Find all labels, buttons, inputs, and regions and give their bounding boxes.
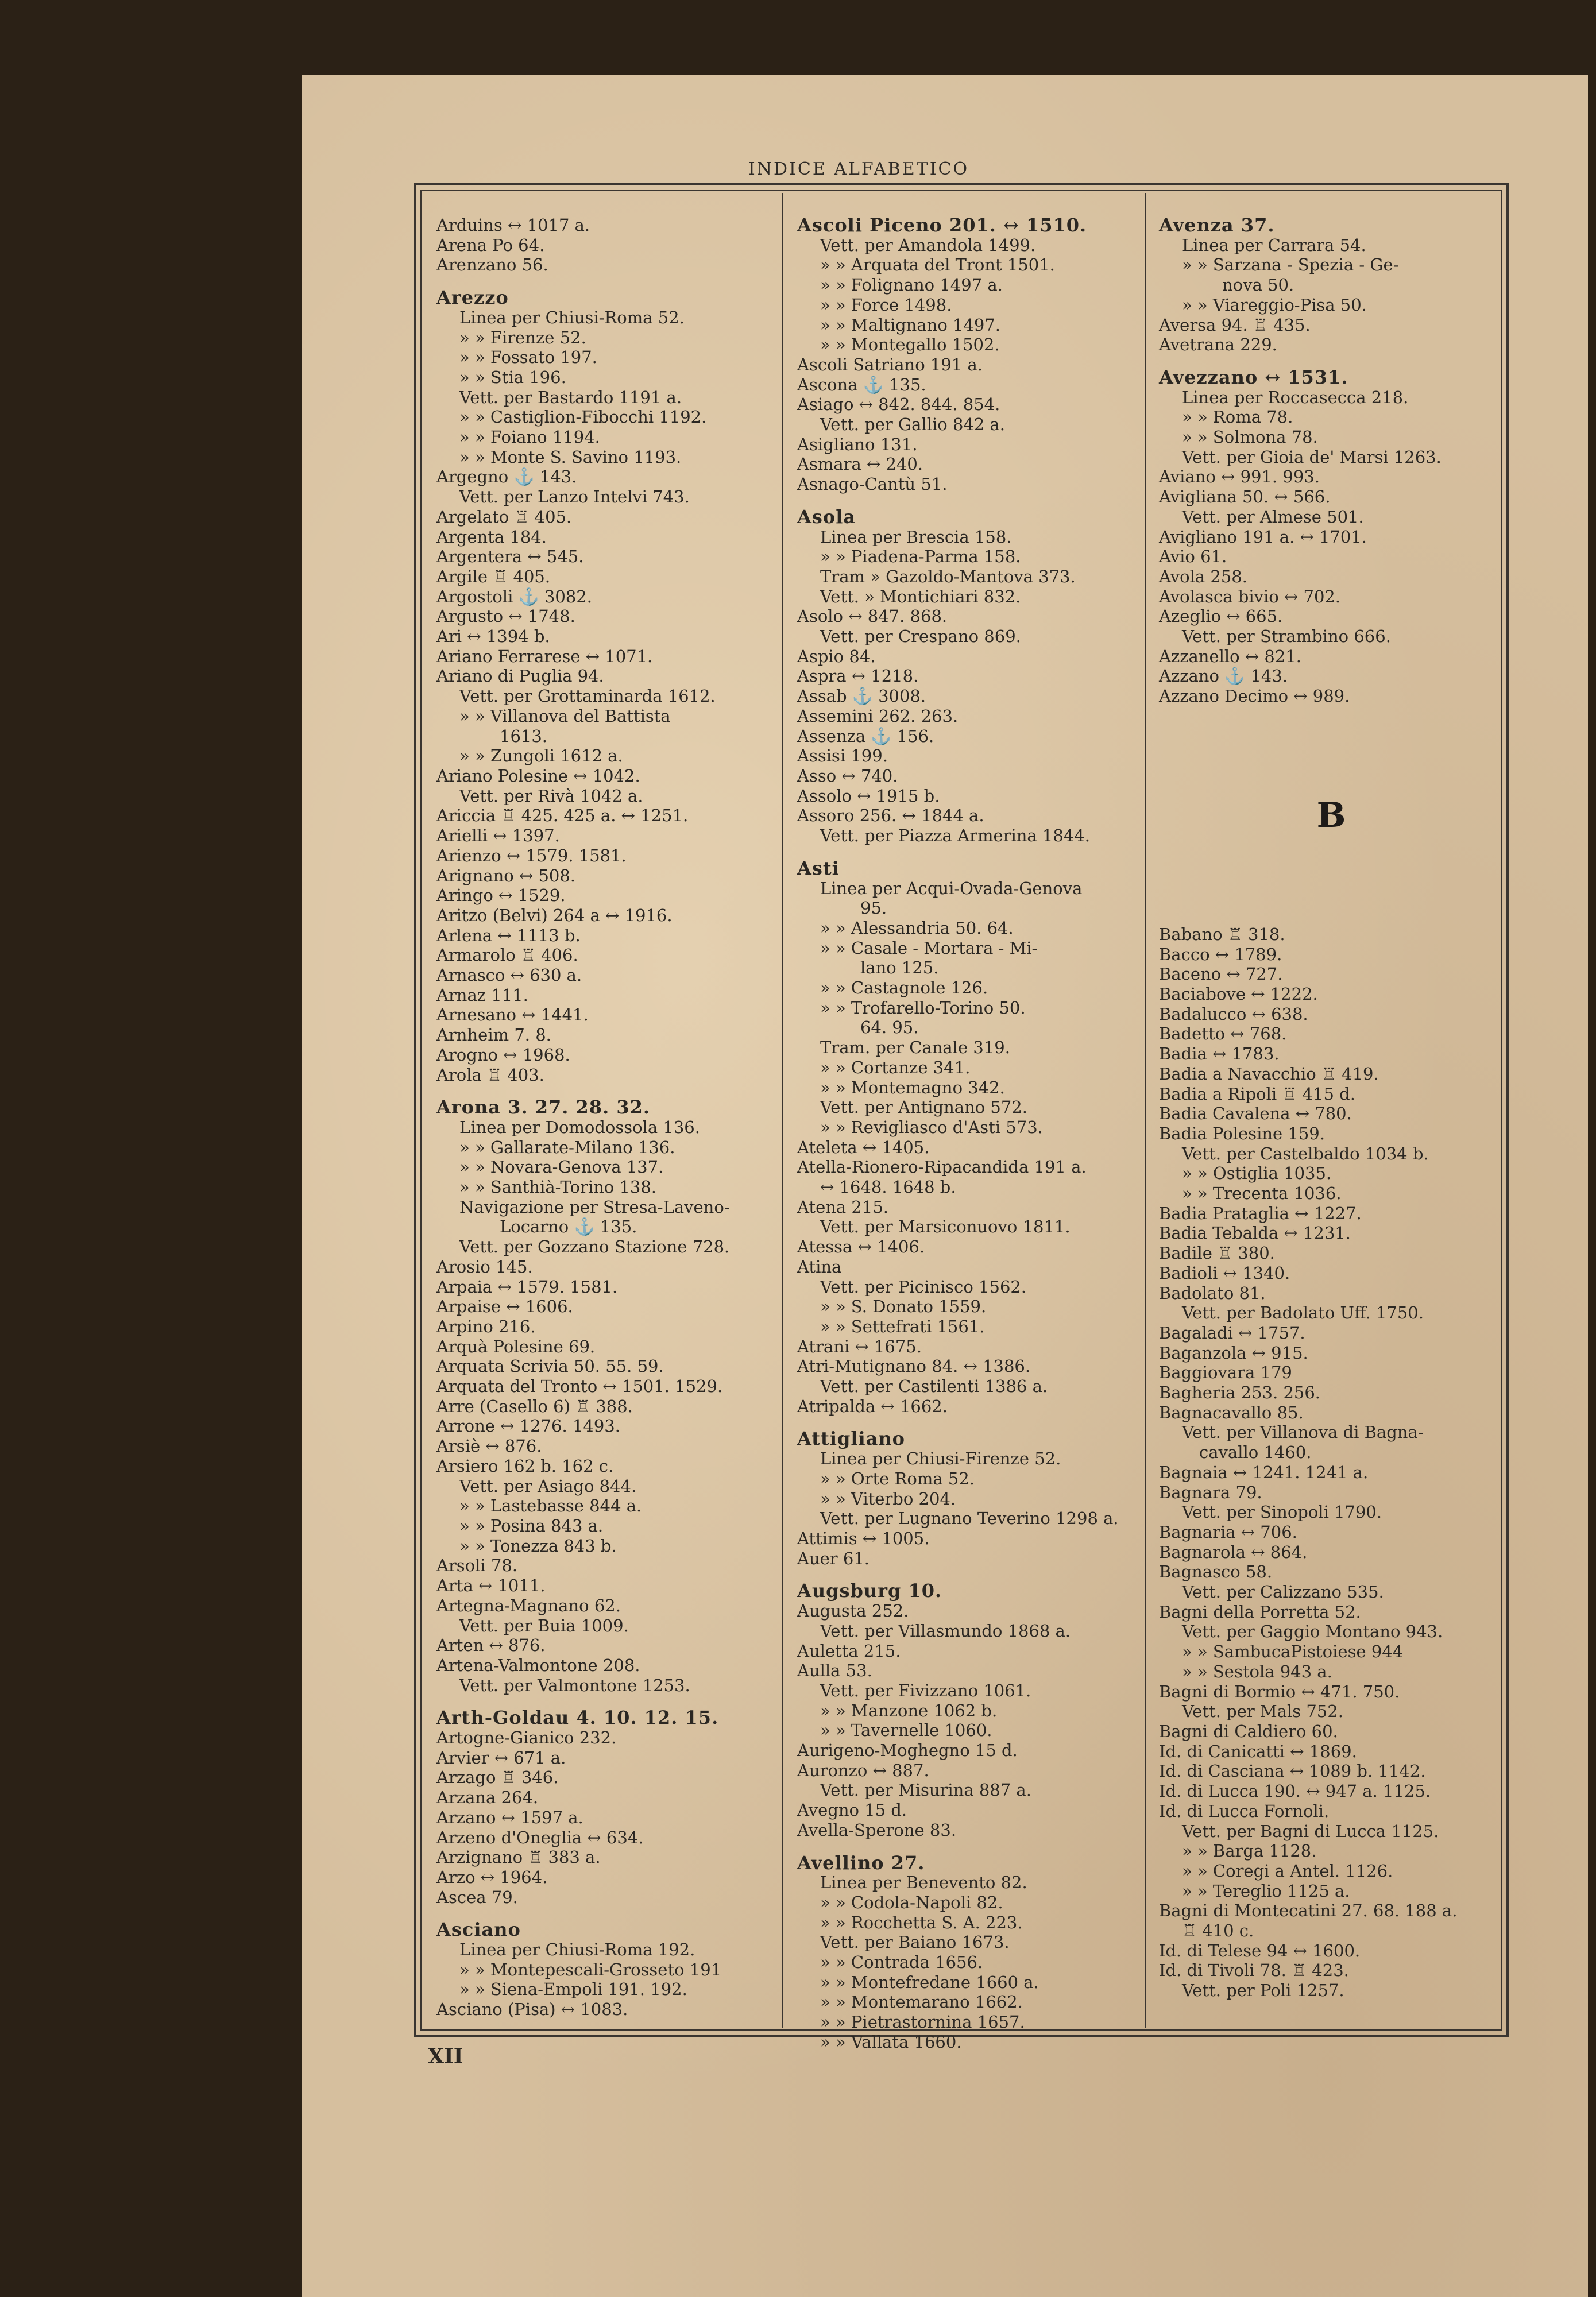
index-entry: Bagaladi ↔ 1757. [1159, 1322, 1305, 1343]
index-entry: » » Tereglio 1125 a. [1182, 1881, 1350, 1901]
index-entry: Aulla 53. [797, 1661, 872, 1681]
index-heading: Asola [797, 505, 856, 528]
index-entry: Arzeno d'Oneglia ↔ 634. [436, 1827, 644, 1847]
index-entry: Id. di Lucca 190. ↔ 947 a. 1125. [1159, 1781, 1431, 1801]
column-rule [782, 193, 783, 2028]
index-entry: » » Montemagno 342. [820, 1077, 1005, 1097]
index-entry: Arten ↔ 876. [436, 1635, 546, 1656]
index-entry: Vett. per Castilenti 1386 a. [820, 1376, 1048, 1397]
index-entry: » » Sestola 943 a. [1182, 1661, 1332, 1681]
index-entry: Arola ♖ 403. [436, 1065, 544, 1085]
index-entry: Vett. per Lanzo Intelvi 743. [459, 487, 690, 507]
index-entry: » » Tonezza 843 b. [459, 1536, 617, 1556]
index-entry: Asso ↔ 740. [797, 765, 898, 786]
index-entry: Arsoli 78. [436, 1556, 518, 1576]
index-entry: cavallo 1460. [1199, 1443, 1312, 1463]
index-entry: Avolasca bivio ↔ 702. [1159, 586, 1341, 606]
index-heading: Avezzano ↔ 1531. [1159, 366, 1348, 388]
index-entry: Vett. per Badolato Uff. 1750. [1182, 1303, 1424, 1323]
index-entry: Bagni di Caldiero 60. [1159, 1722, 1338, 1741]
index-entry: » » Vallata 1660. [820, 2032, 962, 2052]
index-entry: ♖ 410 c. [1182, 1921, 1254, 1941]
index-entry: Ascoli Satriano 191 a. [797, 354, 983, 374]
index-entry: Arogno ↔ 1968. [436, 1045, 570, 1065]
index-column-1 [436, 215, 778, 2020]
index-entry: Arena Po 64. [436, 235, 545, 255]
index-entry: Vett. per Strambino 666. [1182, 627, 1391, 647]
index-entry: » » Zungoli 1612 a. [459, 746, 623, 766]
index-entry: Baganzola ↔ 915. [1159, 1343, 1308, 1363]
index-entry: Baciabove ↔ 1222. [1159, 984, 1318, 1004]
index-entry: » » Montepescali-Grosseto 191 [459, 1959, 722, 1979]
index-entry: Badile ♖ 380. [1159, 1243, 1275, 1263]
index-entry: » » Gallarate-Milano 136. [459, 1137, 675, 1157]
index-entry: » » Viterbo 204. [820, 1488, 956, 1509]
index-entry: » » SambucaPistoiese 944 [1182, 1642, 1404, 1662]
index-entry: Navigazione per Stresa-Laveno- [459, 1197, 730, 1217]
index-entry: Ateleta ↔ 1405. [797, 1137, 930, 1157]
index-entry: Linea per Acqui-Ovada-Genova [820, 878, 1083, 898]
index-entry: Arre (Casello 6) ♖ 388. [436, 1396, 633, 1416]
index-heading: Arezzo [436, 287, 509, 309]
index-entry: Badioli ↔ 1340. [1159, 1263, 1290, 1283]
index-entry: Badia ↔ 1783. [1159, 1044, 1280, 1064]
index-entry: lano 125. [860, 958, 939, 978]
index-entry: Bagnacavallo 85. [1159, 1402, 1304, 1422]
index-entry: » » Barga 1128. [1182, 1841, 1317, 1861]
index-entry: Assolo ↔ 1915 b. [797, 786, 940, 806]
header-title: INDICE ALFABETICO [748, 158, 969, 179]
index-entry: Vett. per Baiano 1673. [820, 1932, 1010, 1952]
index-entry: Bagheria 253. 256. [1159, 1383, 1321, 1403]
index-entry: Argusto ↔ 1748. [436, 606, 575, 627]
index-entry: Assisi 199. [797, 746, 888, 766]
index-entry: Bagnasco 58. [1159, 1562, 1273, 1582]
index-entry: Arnheim 7. 8. [436, 1025, 551, 1045]
index-heading: Arona 3. 27. 28. 32. [436, 1096, 651, 1119]
index-entry: Bagnara 79. [1159, 1482, 1262, 1502]
index-entry: » » Piadena-Parma 158. [820, 547, 1021, 567]
index-heading: Ascoli Piceno 201. ↔ 1510. [797, 214, 1087, 236]
index-entry: Arenzano 56. [436, 255, 548, 275]
index-column-3 [1159, 215, 1504, 2001]
index-entry: Augusta 252. [797, 1601, 909, 1621]
index-entry: Vett. per Antignano 572. [820, 1097, 1027, 1117]
index-entry: Argostoli ⚓ 3082. [436, 586, 592, 606]
index-entry: Id. di Casciana ↔ 1089 b. 1142. [1159, 1761, 1426, 1781]
index-entry: Aringo ↔ 1529. [436, 885, 566, 906]
index-entry: Arzano ↔ 1597 a. [436, 1807, 583, 1827]
index-entry: Arta ↔ 1011. [436, 1576, 546, 1596]
index-entry: Vett. » Montichiari 832. [820, 586, 1021, 606]
index-entry: Auronzo ↔ 887. [797, 1760, 929, 1780]
column-rule [1145, 193, 1146, 2028]
index-entry: Ascea 79. [436, 1887, 518, 1907]
index-entry: Vett. per Bagni di Lucca 1125. [1182, 1821, 1439, 1841]
index-entry: Arsiè ↔ 876. [436, 1436, 542, 1456]
index-entry: Avella-Sperone 83. [797, 1820, 957, 1840]
index-entry: Baceno ↔ 727. [1159, 964, 1283, 984]
index-entry: Atina [797, 1256, 842, 1277]
index-entry: Linea per Benevento 82. [820, 1873, 1027, 1893]
index-heading: Augsburg 10. [797, 1580, 942, 1602]
index-entry: » » Fossato 197. [459, 347, 597, 368]
index-entry: Badia Polesine 159. [1159, 1123, 1325, 1143]
index-heading: Avellino 27. [797, 1851, 925, 1874]
index-entry: Atena 215. [797, 1197, 889, 1217]
index-heading: Avenza 37. [1159, 214, 1275, 236]
index-entry: » » Montefredane 1660 a. [820, 1972, 1039, 1992]
index-entry: Vett. per Gioia de' Marsi 1263. [1182, 447, 1442, 467]
index-entry: Vett. per Asiago 844. [459, 1476, 637, 1496]
index-entry: Azzanello ↔ 821. [1159, 646, 1301, 666]
index-column-2 [797, 215, 1142, 2052]
index-entry: Assemini 262. 263. [797, 706, 959, 726]
index-entry: Arpaise ↔ 1606. [436, 1297, 573, 1317]
index-entry: » » Orte Roma 52. [820, 1468, 975, 1488]
index-entry: Baggiovara 179 [1159, 1363, 1292, 1383]
index-entry: Vett. per Misurina 887 a. [820, 1780, 1031, 1800]
index-entry: Arvier ↔ 671 a. [436, 1747, 566, 1768]
index-entry: Avio 61. [1159, 547, 1227, 567]
index-entry: » » Manzone 1062 b. [820, 1700, 998, 1720]
index-entry: Arnasco ↔ 630 a. [436, 965, 582, 985]
index-entry: Avola 258. [1159, 566, 1247, 586]
index-entry: Arquata Scrivia 50. 55. 59. [436, 1356, 664, 1376]
page-number: XII [428, 2044, 463, 2068]
index-entry: Armarolo ♖ 406. [436, 945, 578, 965]
index-entry: » » Trecenta 1036. [1182, 1184, 1342, 1204]
index-entry: » » Monte S. Savino 1193. [459, 447, 682, 467]
index-entry: » » Roma 78. [1182, 407, 1293, 427]
index-entry: Artegna-Magnano 62. [436, 1595, 621, 1615]
index-entry: » » Contrada 1656. [820, 1952, 983, 1973]
index-entry: Arzana 264. [436, 1788, 539, 1808]
index-entry: » » Coregi a Antel. 1126. [1182, 1861, 1393, 1881]
index-entry: Badia Prataglia ↔ 1227. [1159, 1203, 1362, 1223]
index-entry: Arquata del Tronto ↔ 1501. 1529. [436, 1376, 723, 1397]
index-entry: Auer 61. [797, 1548, 870, 1568]
index-entry: Arlena ↔ 1113 b. [436, 925, 581, 945]
index-entry: Vett. per Amandola 1499. [820, 235, 1036, 255]
index-entry: Asnago-Cantù 51. [797, 474, 948, 494]
index-entry: Vett. per Rivà 1042 a. [459, 786, 643, 806]
index-entry: Badia a Ripoli ♖ 415 d. [1159, 1084, 1355, 1104]
index-heading: Asti [797, 857, 840, 879]
index-entry: Ariano Ferrarese ↔ 1071. [436, 646, 653, 666]
index-entry: » » Castiglion-Fibocchi 1192. [459, 407, 707, 427]
index-entry: Badetto ↔ 768. [1159, 1024, 1287, 1044]
index-entry: » » Foiano 1194. [459, 427, 600, 447]
index-entry: Vett. per Castelbaldo 1034 b. [1182, 1143, 1429, 1163]
index-entry: Arienzo ↔ 1579. 1581. [436, 845, 627, 865]
index-entry: » » Sarzana - Spezia - Ge- [1182, 255, 1399, 275]
index-entry: Assenza ⚓ 156. [797, 726, 934, 746]
index-entry: Assab ⚓ 3008. [797, 686, 926, 706]
index-entry: Id. di Canicatti ↔ 1869. [1159, 1741, 1357, 1761]
index-entry: Aversa 94. ♖ 435. [1159, 315, 1311, 335]
index-entry: Atripalda ↔ 1662. [797, 1396, 948, 1416]
index-entry: Argelato ♖ 405. [436, 506, 572, 527]
index-entry: Auletta 215. [797, 1641, 901, 1661]
index-entry: Atessa ↔ 1406. [797, 1237, 925, 1257]
index-entry: Aspio 84. [797, 646, 876, 666]
index-entry: Aritzo (Belvi) 264 a ↔ 1916. [436, 905, 673, 925]
index-entry: Vett. per Villasmundo 1868 a. [820, 1621, 1071, 1641]
index-heading: Asciano [436, 1919, 521, 1941]
index-entry: Arzo ↔ 1964. [436, 1867, 548, 1887]
index-entry: Badia Cavalena ↔ 780. [1159, 1104, 1352, 1124]
index-entry: Arpino 216. [436, 1316, 536, 1336]
index-entry: » » Montegallo 1502. [820, 335, 1000, 355]
index-entry: Aspra ↔ 1218. [797, 666, 919, 686]
index-entry: Asigliano 131. [797, 434, 918, 454]
index-entry: Bagnaia ↔ 1241. 1241 a. [1159, 1462, 1369, 1482]
index-entry: Vett. per Gaggio Montano 943. [1182, 1622, 1443, 1642]
index-entry: Linea per Brescia 158. [820, 527, 1012, 547]
index-entry: Bacco ↔ 1789. [1159, 944, 1282, 964]
index-entry: » » Castagnole 126. [820, 978, 988, 998]
index-entry: » » Villanova del Battista [459, 706, 671, 726]
index-entry: » » Tavernelle 1060. [820, 1720, 992, 1741]
index-entry: » » Rocchetta S. A. 223. [820, 1912, 1023, 1932]
index-entry: Vett. per Gallio 842 a. [820, 415, 1006, 435]
index-heading: Arth-Goldau 4. 10. 12. 15. [436, 1707, 719, 1729]
index-entry: Arosio 145. [436, 1256, 533, 1277]
index-entry: » » Casale - Mortara - Mi- [820, 938, 1038, 958]
index-entry: Ari ↔ 1394 b. [436, 627, 550, 647]
index-entry: Vett. per Villanova di Bagna- [1182, 1422, 1424, 1443]
index-entry: Ariccia ♖ 425. 425 a. ↔ 1251. [436, 806, 689, 826]
index-entry: » » Montemarano 1662. [820, 1992, 1023, 2012]
index-entry: Aviano ↔ 991. 993. [1159, 467, 1320, 487]
index-entry: » » Novara-Genova 137. [459, 1157, 664, 1177]
index-entry: Argentera ↔ 545. [436, 547, 584, 567]
section-letter: B [1316, 795, 1346, 836]
index-entry: Avigliana 50. ↔ 566. [1159, 487, 1331, 507]
index-entry: Aurigeno-Moghegno 15 d. [797, 1741, 1018, 1761]
index-entry: » » Posina 843 a. [459, 1516, 604, 1536]
index-entry: Azeglio ↔ 665. [1159, 606, 1283, 627]
index-entry: Vett. per Picinisco 1562. [820, 1277, 1027, 1297]
index-entry: » » Trofarello-Torino 50. [820, 997, 1026, 1018]
index-entry: 64. 95. [860, 1018, 919, 1038]
index-entry: Attimis ↔ 1005. [797, 1529, 930, 1548]
index-entry: Argegno ⚓ 143. [436, 467, 577, 487]
index-entry: Vett. per Buia 1009. [459, 1615, 629, 1635]
index-entry: Linea per Chiusi-Roma 52. [459, 307, 685, 327]
index-entry: Arignano ↔ 508. [436, 865, 576, 885]
index-entry: Linea per Domodossola 136. [459, 1117, 700, 1137]
index-entry: » » Settefrati 1561. [820, 1316, 985, 1336]
index-entry: Arduins ↔ 1017 a. [436, 215, 590, 235]
index-entry: » » Ostiglia 1035. [1182, 1163, 1332, 1184]
index-entry: Vett. per Sinopoli 1790. [1182, 1502, 1382, 1522]
index-entry: nova 50. [1222, 275, 1294, 295]
index-entry: Vett. per Lugnano Teverino 1298 a. [820, 1509, 1119, 1529]
index-entry: Artogne-Gianico 232. [436, 1728, 617, 1748]
index-entry: Badolato 81. [1159, 1283, 1266, 1303]
index-entry: » » Santhià-Torino 138. [459, 1177, 657, 1197]
index-entry: Linea per Chiusi-Roma 192. [459, 1940, 695, 1960]
index-entry: Argile ♖ 405. [436, 566, 551, 586]
index-entry: Bagnarola ↔ 864. [1159, 1542, 1308, 1562]
index-entry: Arquà Polesine 69. [436, 1336, 596, 1356]
index-entry: Id. di Lucca Fornoli. [1159, 1801, 1330, 1821]
index-entry: » » Stia 196. [459, 367, 566, 387]
index-entry: Azzano ⚓ 143. [1159, 666, 1288, 686]
index-entry: 1613. [500, 726, 548, 746]
index-entry: » » Arquata del Tront 1501. [820, 255, 1055, 275]
index-entry: Linea per Chiusi-Firenze 52. [820, 1449, 1061, 1469]
index-entry: Artena-Valmontone 208. [436, 1655, 640, 1675]
index-entry: Linea per Roccasecca 218. [1182, 387, 1409, 407]
index-entry: Arzignano ♖ 383 a. [436, 1847, 601, 1867]
index-entry: Badia Tebalda ↔ 1231. [1159, 1223, 1351, 1243]
index-entry: Arnaz 111. [436, 985, 528, 1005]
index-entry: Arielli ↔ 1397. [436, 826, 560, 846]
index-entry: Assoro 256. ↔ 1844 a. [797, 806, 984, 826]
index-entry: 95. [860, 898, 887, 918]
index-entry: » » Lastebasse 844 a. [459, 1496, 642, 1516]
index-entry: Atri-Mutignano 84. ↔ 1386. [797, 1356, 1031, 1376]
index-entry: » » Alessandria 50. 64. [820, 918, 1014, 938]
index-entry: » » Revigliasco d'Asti 573. [820, 1117, 1043, 1137]
index-entry: Arnesano ↔ 1441. [436, 1005, 589, 1025]
index-entry: Badalucco ↔ 638. [1159, 1004, 1308, 1024]
index-entry: Babano ♖ 318. [1159, 924, 1285, 944]
index-entry: Vett. per Bastardo 1191 a. [459, 387, 682, 407]
index-entry: » » Siena-Empoli 191. 192. [459, 1979, 687, 2000]
index-entry: Asolo ↔ 847. 868. [797, 606, 948, 627]
index-entry: Vett. per Calizzano 535. [1182, 1582, 1384, 1602]
index-entry: Bagni della Porretta 52. [1159, 1602, 1361, 1622]
index-entry: Bagni di Bormio ↔ 471. 750. [1159, 1681, 1400, 1702]
index-entry: Arsiero 162 b. 162 c. [436, 1456, 614, 1476]
index-entry: Linea per Carrara 54. [1182, 235, 1366, 255]
index-entry: Tram » Gazoldo-Mantova 373. [820, 566, 1076, 586]
index-entry: Azzano Decimo ↔ 989. [1159, 686, 1350, 706]
index-entry: Ascona ⚓ 135. [797, 374, 926, 395]
index-entry: Vett. per Marsiconuovo 1811. [820, 1217, 1071, 1237]
index-entry: » » S. Donato 1559. [820, 1297, 987, 1317]
index-entry: » » Force 1498. [820, 295, 952, 315]
index-entry: » » Maltignano 1497. [820, 315, 1001, 335]
index-entry: Asciano (Pisa) ↔ 1083. [436, 2000, 628, 2020]
index-entry: Vett. per Fivizzano 1061. [820, 1680, 1031, 1700]
index-entry: » » Codola-Napoli 82. [820, 1892, 1003, 1912]
index-entry: Avetrana 229. [1159, 335, 1277, 355]
index-entry: Badia a Navacchio ♖ 419. [1159, 1064, 1379, 1084]
index-heading: Attigliano [797, 1428, 906, 1450]
index-entry: Ariano Polesine ↔ 1042. [436, 765, 640, 786]
index-entry: Atella-Rionero-Ripacandida 191 a. [797, 1157, 1087, 1177]
index-entry: Arpaia ↔ 1579. 1581. [436, 1277, 618, 1297]
index-entry: Locarno ⚓ 135. [500, 1217, 637, 1237]
index-entry: Vett. per Almese 501. [1182, 506, 1364, 527]
index-entry: Vett. per Valmontone 1253. [459, 1675, 690, 1695]
index-entry: Vett. per Poli 1257. [1182, 1981, 1344, 2001]
index-entry: ↔ 1648. 1648 b. [820, 1177, 956, 1197]
index-entry: » » Solmona 78. [1182, 427, 1318, 447]
index-entry: Vett. per Piazza Armerina 1844. [820, 826, 1090, 846]
index-entry: Id. di Tivoli 78. ♖ 423. [1159, 1960, 1349, 1981]
index-entry: Arrone ↔ 1276. 1493. [436, 1416, 620, 1436]
index-entry: Asmara ↔ 240. [797, 454, 923, 474]
index-entry: Vett. per Grottaminarda 1612. [459, 686, 716, 706]
index-entry: Atrani ↔ 1675. [797, 1336, 922, 1356]
index-entry: » » Cortanze 341. [820, 1057, 971, 1077]
index-entry: Vett. per Crespano 869. [820, 627, 1021, 647]
index-entry: Tram. per Canale 319. [820, 1038, 1010, 1058]
index-entry: Avigliano 191 a. ↔ 1701. [1159, 527, 1367, 547]
index-entry: Vett. per Gozzano Stazione 728. [459, 1237, 730, 1257]
index-entry: Avegno 15 d. [797, 1800, 907, 1820]
index-entry: Bagnaria ↔ 706. [1159, 1522, 1297, 1542]
index-entry: » » Firenze 52. [459, 327, 586, 347]
index-entry: » » Viareggio-Pisa 50. [1182, 295, 1367, 315]
index-entry: Bagni di Montecatini 27. 68. 188 a. [1159, 1901, 1458, 1921]
index-entry: Arzago ♖ 346. [436, 1768, 559, 1788]
index-entry: Asiago ↔ 842. 844. 854. [797, 395, 1000, 415]
index-entry: Argenta 184. [436, 527, 547, 547]
index-entry: » » Pietrastornina 1657. [820, 2012, 1025, 2032]
index-entry: Id. di Telese 94 ↔ 1600. [1159, 1940, 1361, 1960]
index-entry: » » Folignano 1497 a. [820, 275, 1003, 295]
index-entry: Ariano di Puglia 94. [436, 666, 604, 686]
index-entry: Vett. per Mals 752. [1182, 1702, 1343, 1722]
